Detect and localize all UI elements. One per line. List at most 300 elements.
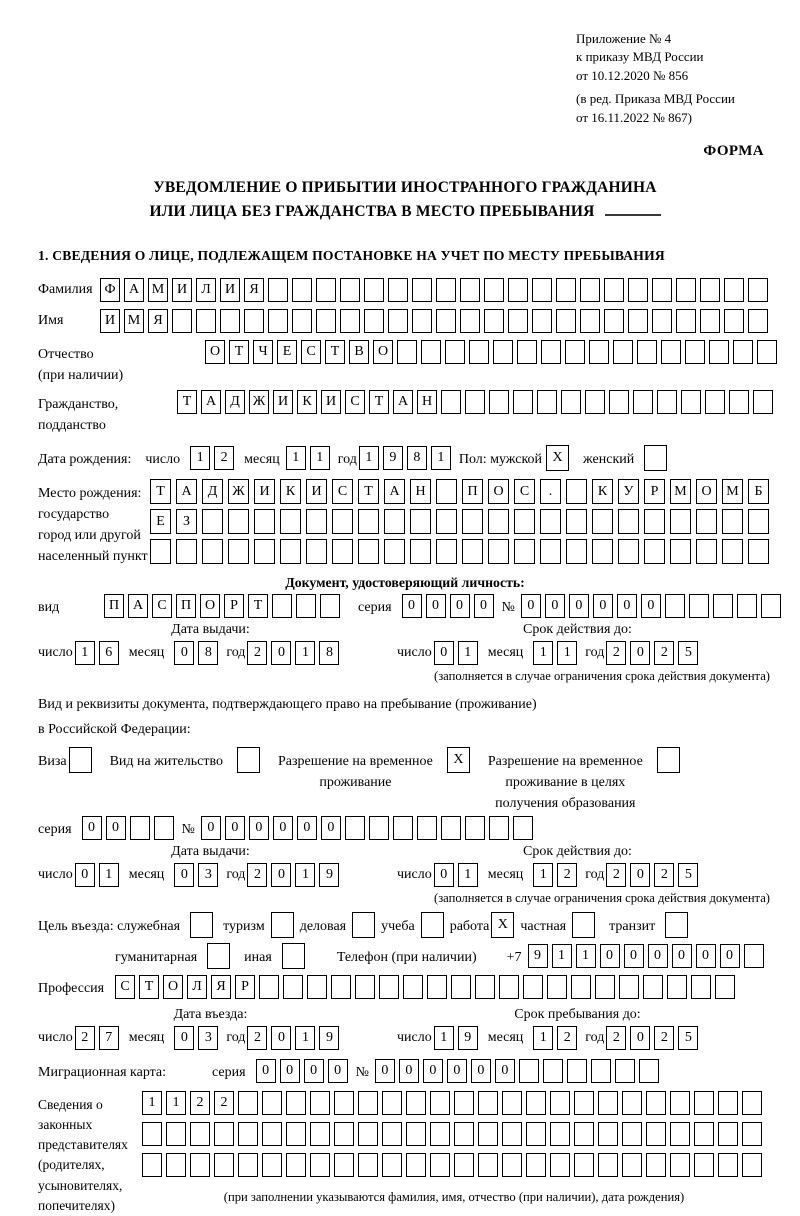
char-cell[interactable] <box>331 975 351 999</box>
char-cell[interactable]: 2 <box>557 863 577 887</box>
char-cell[interactable] <box>460 278 480 302</box>
char-cell[interactable] <box>358 1153 378 1177</box>
char-cell[interactable] <box>639 1059 659 1083</box>
char-cell[interactable] <box>685 340 705 364</box>
char-cell[interactable] <box>272 594 292 618</box>
char-cell[interactable]: 2 <box>654 863 674 887</box>
birth-month-cells[interactable] <box>286 446 334 470</box>
char-cell[interactable]: Е <box>150 509 171 534</box>
char-cell[interactable]: Л <box>187 975 207 999</box>
char-cell[interactable] <box>310 1122 330 1146</box>
char-cell[interactable]: Е <box>277 340 297 364</box>
char-cell[interactable]: 5 <box>678 863 698 887</box>
char-cell[interactable] <box>202 509 223 534</box>
char-cell[interactable] <box>388 278 408 302</box>
char-cell[interactable] <box>436 278 456 302</box>
char-cell[interactable]: X <box>546 445 569 471</box>
char-cell[interactable] <box>259 975 279 999</box>
char-cell[interactable] <box>358 539 379 564</box>
char-cell[interactable] <box>254 539 275 564</box>
char-cell[interactable]: 1 <box>434 1026 454 1050</box>
char-cell[interactable] <box>696 539 717 564</box>
char-cell[interactable] <box>340 309 360 333</box>
char-cell[interactable]: 0 <box>174 863 194 887</box>
char-cell[interactable]: 2 <box>606 1026 626 1050</box>
char-cell[interactable] <box>526 1122 546 1146</box>
char-cell[interactable] <box>619 975 639 999</box>
char-cell[interactable] <box>514 539 535 564</box>
char-cell[interactable] <box>622 1122 642 1146</box>
char-cell[interactable] <box>484 309 504 333</box>
char-cell[interactable] <box>541 340 561 364</box>
char-cell[interactable] <box>722 509 743 534</box>
char-cell[interactable]: 3 <box>198 1026 218 1050</box>
char-cell[interactable] <box>142 1122 162 1146</box>
char-cell[interactable]: 0 <box>434 641 454 665</box>
char-cell[interactable]: В <box>349 340 369 364</box>
char-cell[interactable] <box>427 975 447 999</box>
char-cell[interactable] <box>310 1091 330 1115</box>
char-cell[interactable]: 0 <box>280 1059 300 1083</box>
char-cell[interactable] <box>454 1153 474 1177</box>
char-cell[interactable] <box>589 340 609 364</box>
char-cell[interactable]: 2 <box>214 446 234 470</box>
char-cell[interactable]: 0 <box>75 863 95 887</box>
char-cell[interactable] <box>382 1122 402 1146</box>
char-cell[interactable]: 0 <box>434 863 454 887</box>
char-cell[interactable]: 0 <box>271 641 291 665</box>
char-cell[interactable] <box>571 975 591 999</box>
char-cell[interactable]: К <box>297 390 317 414</box>
char-cell[interactable] <box>700 278 720 302</box>
char-cell[interactable] <box>286 1122 306 1146</box>
char-cell[interactable] <box>417 816 437 840</box>
char-cell[interactable]: 1 <box>359 446 379 470</box>
char-cell[interactable] <box>421 912 444 938</box>
char-cell[interactable] <box>436 309 456 333</box>
char-cell[interactable] <box>670 539 691 564</box>
char-cell[interactable]: 2 <box>190 1091 210 1115</box>
char-cell[interactable]: Т <box>369 390 389 414</box>
char-cell[interactable]: 5 <box>678 641 698 665</box>
char-cell[interactable]: Р <box>235 975 255 999</box>
char-cell[interactable] <box>388 309 408 333</box>
phone-cells[interactable] <box>528 944 768 968</box>
char-cell[interactable] <box>355 975 375 999</box>
char-cell[interactable]: 0 <box>447 1059 467 1083</box>
char-cell[interactable]: 1 <box>458 863 478 887</box>
char-cell[interactable] <box>502 1122 522 1146</box>
char-cell[interactable]: 0 <box>106 816 126 840</box>
char-cell[interactable] <box>622 1153 642 1177</box>
entry-day-cells[interactable] <box>75 1026 123 1050</box>
char-cell[interactable]: 0 <box>423 1059 443 1083</box>
char-cell[interactable]: 1 <box>75 641 95 665</box>
char-cell[interactable] <box>561 390 581 414</box>
char-cell[interactable] <box>547 975 567 999</box>
char-cell[interactable] <box>460 309 480 333</box>
char-cell[interactable] <box>681 390 701 414</box>
char-cell[interactable] <box>644 445 667 471</box>
birth-year-cells[interactable] <box>359 446 455 470</box>
char-cell[interactable] <box>280 509 301 534</box>
char-cell[interactable] <box>306 509 327 534</box>
char-cell[interactable] <box>214 1122 234 1146</box>
purpose-private-checkbox[interactable] <box>572 912 599 938</box>
char-cell[interactable] <box>214 1153 234 1177</box>
birth-place-cells-line3[interactable] <box>150 539 774 564</box>
char-cell[interactable] <box>517 340 537 364</box>
char-cell[interactable] <box>406 1122 426 1146</box>
char-cell[interactable] <box>489 390 509 414</box>
char-cell[interactable]: 0 <box>375 1059 395 1083</box>
purpose-tourism-checkbox[interactable] <box>271 912 298 938</box>
char-cell[interactable] <box>633 390 653 414</box>
char-cell[interactable] <box>618 509 639 534</box>
char-cell[interactable] <box>488 539 509 564</box>
char-cell[interactable]: 2 <box>654 1026 674 1050</box>
profession-cells[interactable] <box>115 975 739 999</box>
char-cell[interactable] <box>567 1059 587 1083</box>
char-cell[interactable] <box>670 1153 690 1177</box>
char-cell[interactable] <box>228 539 249 564</box>
char-cell[interactable] <box>244 309 264 333</box>
char-cell[interactable]: 0 <box>600 944 620 968</box>
entry-year-cells[interactable] <box>247 1026 343 1050</box>
birth-day-cells[interactable] <box>190 446 238 470</box>
char-cell[interactable] <box>465 390 485 414</box>
char-cell[interactable] <box>489 816 509 840</box>
char-cell[interactable]: Т <box>358 479 379 504</box>
char-cell[interactable] <box>436 509 457 534</box>
char-cell[interactable] <box>566 479 587 504</box>
char-cell[interactable] <box>410 509 431 534</box>
char-cell[interactable]: 8 <box>407 446 427 470</box>
char-cell[interactable] <box>604 309 624 333</box>
char-cell[interactable]: Т <box>248 594 268 618</box>
char-cell[interactable]: И <box>220 278 240 302</box>
title-blank-underline[interactable] <box>605 202 661 216</box>
char-cell[interactable] <box>676 309 696 333</box>
char-cell[interactable] <box>514 509 535 534</box>
char-cell[interactable]: 5 <box>678 1026 698 1050</box>
char-cell[interactable]: И <box>100 309 120 333</box>
char-cell[interactable]: 0 <box>399 1059 419 1083</box>
char-cell[interactable]: И <box>273 390 293 414</box>
char-cell[interactable] <box>316 309 336 333</box>
char-cell[interactable] <box>694 1122 714 1146</box>
char-cell[interactable] <box>574 1153 594 1177</box>
char-cell[interactable] <box>478 1122 498 1146</box>
char-cell[interactable]: 8 <box>319 641 339 665</box>
char-cell[interactable]: 2 <box>654 641 674 665</box>
purpose-study-checkbox[interactable] <box>421 912 448 938</box>
stay-doc-series-cells[interactable] <box>82 816 178 840</box>
char-cell[interactable]: Я <box>211 975 231 999</box>
char-cell[interactable]: . <box>540 479 561 504</box>
purpose-transit-checkbox[interactable] <box>665 912 692 938</box>
char-cell[interactable] <box>670 509 691 534</box>
char-cell[interactable] <box>628 278 648 302</box>
char-cell[interactable] <box>451 975 471 999</box>
char-cell[interactable] <box>722 539 743 564</box>
char-cell[interactable]: 0 <box>720 944 740 968</box>
char-cell[interactable] <box>566 509 587 534</box>
char-cell[interactable] <box>526 1153 546 1177</box>
char-cell[interactable] <box>665 912 688 938</box>
char-cell[interactable] <box>737 594 757 618</box>
char-cell[interactable] <box>142 1153 162 1177</box>
char-cell[interactable] <box>705 390 725 414</box>
char-cell[interactable] <box>406 1153 426 1177</box>
patronymic-cells[interactable] <box>205 340 781 364</box>
char-cell[interactable] <box>462 539 483 564</box>
char-cell[interactable]: 2 <box>247 641 267 665</box>
char-cell[interactable] <box>358 1122 378 1146</box>
char-cell[interactable]: Т <box>177 390 197 414</box>
doc-series-cells[interactable] <box>402 594 498 618</box>
char-cell[interactable]: К <box>592 479 613 504</box>
char-cell[interactable]: 6 <box>99 641 119 665</box>
char-cell[interactable]: М <box>124 309 144 333</box>
char-cell[interactable] <box>665 594 685 618</box>
char-cell[interactable] <box>637 340 657 364</box>
char-cell[interactable] <box>661 340 681 364</box>
char-cell[interactable] <box>508 278 528 302</box>
char-cell[interactable] <box>130 816 150 840</box>
char-cell[interactable]: С <box>301 340 321 364</box>
stay-until-year-cells[interactable] <box>606 1026 702 1050</box>
char-cell[interactable]: Б <box>748 479 769 504</box>
char-cell[interactable]: 0 <box>321 816 341 840</box>
char-cell[interactable] <box>644 509 665 534</box>
char-cell[interactable]: X <box>491 912 514 938</box>
char-cell[interactable]: 0 <box>617 594 637 618</box>
char-cell[interactable] <box>742 1153 762 1177</box>
char-cell[interactable]: 1 <box>166 1091 186 1115</box>
char-cell[interactable]: 0 <box>174 1026 194 1050</box>
char-cell[interactable] <box>628 309 648 333</box>
char-cell[interactable]: 1 <box>99 863 119 887</box>
char-cell[interactable]: Р <box>644 479 665 504</box>
purpose-commercial-checkbox[interactable] <box>352 912 379 938</box>
migration-card-series-cells[interactable] <box>256 1059 352 1083</box>
char-cell[interactable] <box>430 1122 450 1146</box>
stay-until-day-cells[interactable] <box>434 1026 482 1050</box>
char-cell[interactable] <box>591 1059 611 1083</box>
char-cell[interactable] <box>364 309 384 333</box>
char-cell[interactable] <box>172 309 192 333</box>
char-cell[interactable] <box>292 309 312 333</box>
char-cell[interactable] <box>694 1091 714 1115</box>
char-cell[interactable] <box>254 509 275 534</box>
char-cell[interactable] <box>652 309 672 333</box>
char-cell[interactable]: Я <box>244 278 264 302</box>
char-cell[interactable]: Ч <box>253 340 273 364</box>
char-cell[interactable] <box>592 539 613 564</box>
stay-valid-year-cells[interactable] <box>606 863 702 887</box>
char-cell[interactable]: О <box>373 340 393 364</box>
char-cell[interactable] <box>220 309 240 333</box>
char-cell[interactable] <box>526 1091 546 1115</box>
char-cell[interactable] <box>384 539 405 564</box>
char-cell[interactable] <box>445 340 465 364</box>
char-cell[interactable] <box>572 912 595 938</box>
char-cell[interactable]: 0 <box>630 1026 650 1050</box>
visa-checkbox[interactable] <box>69 747 96 773</box>
char-cell[interactable] <box>513 816 533 840</box>
char-cell[interactable]: Т <box>139 975 159 999</box>
char-cell[interactable]: 7 <box>99 1026 119 1050</box>
char-cell[interactable] <box>436 539 457 564</box>
legal-reps-cells-line3[interactable] <box>142 1153 766 1177</box>
char-cell[interactable]: Н <box>410 479 431 504</box>
char-cell[interactable] <box>334 1091 354 1115</box>
char-cell[interactable]: 1 <box>533 1026 553 1050</box>
char-cell[interactable]: О <box>488 479 509 504</box>
char-cell[interactable]: 1 <box>557 641 577 665</box>
char-cell[interactable]: Ф <box>100 278 120 302</box>
char-cell[interactable] <box>709 340 729 364</box>
issue-year-cells[interactable] <box>247 641 343 665</box>
char-cell[interactable] <box>364 278 384 302</box>
char-cell[interactable] <box>556 278 576 302</box>
char-cell[interactable] <box>585 390 605 414</box>
char-cell[interactable] <box>523 975 543 999</box>
char-cell[interactable] <box>540 509 561 534</box>
char-cell[interactable] <box>69 747 92 773</box>
char-cell[interactable] <box>307 975 327 999</box>
char-cell[interactable] <box>286 1153 306 1177</box>
valid-year-cells[interactable] <box>606 641 702 665</box>
char-cell[interactable] <box>744 944 764 968</box>
char-cell[interactable]: 3 <box>198 863 218 887</box>
stay-issue-month-cells[interactable] <box>174 863 222 887</box>
char-cell[interactable]: 1 <box>295 1026 315 1050</box>
char-cell[interactable] <box>228 509 249 534</box>
char-cell[interactable] <box>580 309 600 333</box>
char-cell[interactable] <box>646 1122 666 1146</box>
char-cell[interactable]: 2 <box>247 863 267 887</box>
char-cell[interactable]: М <box>148 278 168 302</box>
char-cell[interactable] <box>508 309 528 333</box>
char-cell[interactable] <box>410 539 431 564</box>
migration-card-number-cells[interactable] <box>375 1059 663 1083</box>
char-cell[interactable] <box>618 539 639 564</box>
char-cell[interactable] <box>320 594 340 618</box>
char-cell[interactable] <box>556 309 576 333</box>
char-cell[interactable] <box>748 539 769 564</box>
char-cell[interactable]: 0 <box>521 594 541 618</box>
char-cell[interactable]: 0 <box>304 1059 324 1083</box>
char-cell[interactable] <box>382 1153 402 1177</box>
char-cell[interactable] <box>238 1153 258 1177</box>
char-cell[interactable]: А <box>201 390 221 414</box>
char-cell[interactable]: 9 <box>528 944 548 968</box>
char-cell[interactable]: 1 <box>576 944 596 968</box>
char-cell[interactable] <box>718 1122 738 1146</box>
char-cell[interactable]: Я <box>148 309 168 333</box>
char-cell[interactable]: А <box>176 479 197 504</box>
char-cell[interactable]: П <box>462 479 483 504</box>
char-cell[interactable] <box>598 1122 618 1146</box>
char-cell[interactable]: 0 <box>225 816 245 840</box>
char-cell[interactable]: 9 <box>458 1026 478 1050</box>
char-cell[interactable] <box>724 278 744 302</box>
char-cell[interactable] <box>478 1153 498 1177</box>
stay-valid-day-cells[interactable] <box>434 863 482 887</box>
char-cell[interactable] <box>550 1153 570 1177</box>
stay-issue-year-cells[interactable] <box>247 863 343 887</box>
char-cell[interactable] <box>237 747 260 773</box>
issue-day-cells[interactable] <box>75 641 123 665</box>
char-cell[interactable] <box>753 390 773 414</box>
residence-permit-checkbox[interactable] <box>237 747 264 773</box>
char-cell[interactable] <box>384 509 405 534</box>
char-cell[interactable] <box>748 309 768 333</box>
char-cell[interactable]: 9 <box>383 446 403 470</box>
char-cell[interactable] <box>519 1059 539 1083</box>
char-cell[interactable] <box>513 390 533 414</box>
char-cell[interactable] <box>238 1122 258 1146</box>
char-cell[interactable] <box>403 975 423 999</box>
char-cell[interactable] <box>454 1122 474 1146</box>
char-cell[interactable] <box>532 278 552 302</box>
valid-month-cells[interactable] <box>533 641 581 665</box>
char-cell[interactable]: С <box>115 975 135 999</box>
char-cell[interactable]: 0 <box>201 816 221 840</box>
char-cell[interactable] <box>334 1122 354 1146</box>
char-cell[interactable] <box>282 943 305 969</box>
char-cell[interactable]: Ж <box>249 390 269 414</box>
purpose-other-checkbox[interactable] <box>282 943 309 969</box>
valid-day-cells[interactable] <box>434 641 482 665</box>
char-cell[interactable]: 0 <box>450 594 470 618</box>
char-cell[interactable]: Р <box>224 594 244 618</box>
char-cell[interactable] <box>484 278 504 302</box>
char-cell[interactable] <box>421 340 441 364</box>
char-cell[interactable]: Д <box>225 390 245 414</box>
char-cell[interactable]: 0 <box>648 944 668 968</box>
char-cell[interactable]: И <box>254 479 275 504</box>
char-cell[interactable] <box>358 509 379 534</box>
char-cell[interactable] <box>598 1153 618 1177</box>
char-cell[interactable]: 0 <box>328 1059 348 1083</box>
char-cell[interactable] <box>430 1153 450 1177</box>
char-cell[interactable] <box>150 539 171 564</box>
sex-female-checkbox[interactable] <box>644 445 671 471</box>
char-cell[interactable] <box>574 1091 594 1115</box>
char-cell[interactable]: 0 <box>402 594 422 618</box>
sex-male-checkbox[interactable] <box>546 445 573 471</box>
char-cell[interactable]: О <box>163 975 183 999</box>
char-cell[interactable]: Ж <box>228 479 249 504</box>
char-cell[interactable]: С <box>345 390 365 414</box>
char-cell[interactable]: И <box>306 479 327 504</box>
char-cell[interactable] <box>574 1122 594 1146</box>
char-cell[interactable]: О <box>696 479 717 504</box>
surname-cells[interactable] <box>100 278 772 302</box>
char-cell[interactable]: 0 <box>696 944 716 968</box>
char-cell[interactable]: 0 <box>545 594 565 618</box>
char-cell[interactable]: 0 <box>174 641 194 665</box>
char-cell[interactable] <box>469 340 489 364</box>
char-cell[interactable] <box>465 816 485 840</box>
char-cell[interactable] <box>382 1091 402 1115</box>
char-cell[interactable]: О <box>205 340 225 364</box>
char-cell[interactable] <box>646 1091 666 1115</box>
char-cell[interactable] <box>676 278 696 302</box>
